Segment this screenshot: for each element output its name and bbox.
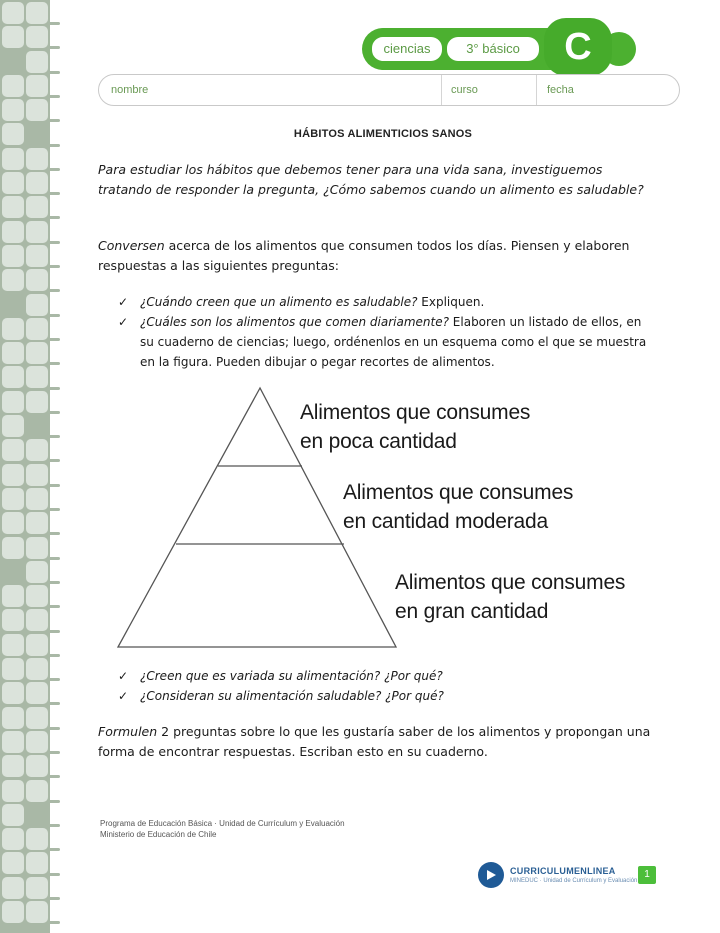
decorative-cell [2,755,24,777]
decorative-cell [26,196,48,218]
decorative-cell [26,561,48,583]
decorative-tooth [50,289,60,292]
decorative-cell [2,245,24,267]
course-field[interactable]: curso [451,84,478,96]
decorative-tooth [50,897,60,900]
decorative-tooth [50,678,60,681]
decorative-cell [2,123,24,145]
decorative-tooth [50,119,60,122]
decorative-tooth [50,95,60,98]
decorative-cell [2,731,24,753]
student-info-bar [98,74,680,106]
divider [536,75,537,105]
pyramid-label-middle [343,478,573,536]
decorative-cell [2,415,24,437]
page-title: HÁBITOS ALIMENTICIOS SANOS [293,128,473,140]
converse-paragraph [98,236,658,276]
decorative-cell [2,901,24,923]
decorative-cell [26,439,48,461]
checklist-questions-2 [118,666,658,706]
decorative-cell [26,51,48,73]
decorative-cell [2,196,24,218]
decorative-cell [26,123,48,145]
question-extra: Expliquen. [417,295,485,309]
decorative-tooth [50,435,60,438]
question-text: ¿Creen que es variada su alimentación? ¿Por qué? [140,669,443,683]
decorative-cell [2,488,24,510]
decorative-cell [2,342,24,364]
decorative-cell [26,634,48,656]
decorative-cell [26,512,48,534]
decorative-cell [2,828,24,850]
pyramid-label-line: Alimentos que consumes [300,401,531,424]
checklist-questions-1 [118,292,658,372]
decorative-tooth [50,265,60,268]
decorative-cell [2,780,24,802]
decorative-cell [2,366,24,388]
decorative-cell [2,537,24,559]
decorative-tooth [50,775,60,778]
curriculum-logo [478,862,637,888]
decorative-cell [26,172,48,194]
decorative-cell [2,561,24,583]
decorative-tooth [50,484,60,487]
pyramid-label-line: Alimentos que consumes [343,481,574,504]
decorative-tooth [50,314,60,317]
footer-line: Ministerio de Educación de Chile [100,830,217,839]
decorative-tooth [50,192,60,195]
decorative-cell [26,682,48,704]
logo-text [510,866,637,885]
divider [441,75,442,105]
decorative-cell [2,634,24,656]
logo-subtitle: MINEDUC · Unidad de Currículum y Evaluación [510,877,638,884]
decorative-cell [2,658,24,680]
subject-label: ciencias [372,37,442,61]
decorative-tooth [50,168,60,171]
decorative-cell [2,269,24,291]
decorative-tooth [50,751,60,754]
decorative-cell [2,26,24,48]
logo-name: CURRICULUMENLINEA [510,865,616,876]
checkmark-icon: ✓ [118,295,129,309]
decorative-cell [26,755,48,777]
list-item [118,312,658,372]
decorative-cell [26,75,48,97]
decorative-cell [2,707,24,729]
decorative-tooth [50,800,60,803]
decorative-cell [26,2,48,24]
pyramid-label-line: en gran cantidad [395,600,549,623]
formulen-lead: Formulen [98,724,158,739]
decorative-grid [2,2,50,923]
grade-label: 3° básico [447,37,539,61]
decorative-tooth [50,387,60,390]
decorative-cell [26,148,48,170]
decorative-cell [26,585,48,607]
question-text: ¿Cuándo creen que un alimento es saludable? [140,295,418,309]
decorative-cell [2,294,24,316]
decorative-cell [2,464,24,486]
pyramid-label-top [300,398,530,456]
decorative-tooth [50,71,60,74]
checkmark-icon: ✓ [118,669,129,683]
page-number-badge: 1 [638,866,656,884]
decorative-cell [26,828,48,850]
decorative-cell [26,707,48,729]
decorative-cell [2,852,24,874]
decorative-tooth [50,921,60,924]
decorative-cell [2,877,24,899]
question-extra: Elaboren un listado de ellos, en su cuaderno de ciencias; luego, ordénenlos en un esquema como el que se muestra en la figura. Pueden dibujar o pegar recortes de alimentos. [140,315,647,369]
intro-paragraph: Para estudiar los hábitos que debemos tener para una vida sana, investiguemos tratando de responder la pregunta, ¿Cómo sabemos cuando un alimento es saludable? [98,162,644,197]
pyramid-label-line: en cantidad moderada [343,510,548,533]
decorative-cell [26,318,48,340]
decorative-tooth [50,508,60,511]
decorative-cell [2,391,24,413]
decorative-cell [26,366,48,388]
decorative-tooth [50,873,60,876]
decorative-cell [26,780,48,802]
converse-text: acerca de los alimentos que consumen todos los días. Piensen y elaboren respuestas a las siguientes preguntas: [98,238,630,273]
decorative-cell [26,731,48,753]
decorative-cell [26,221,48,243]
question-text: ¿Cuáles son los alimentos que comen diariamente? [140,315,449,329]
decorative-cell [26,294,48,316]
decorative-tooth [50,727,60,730]
question-text: ¿Consideran su alimentación saludable? ¿Por qué? [140,689,444,703]
play-icon [478,862,504,888]
decorative-tooth [50,411,60,414]
pyramid-label-line: en poca cantidad [300,430,457,453]
checkmark-icon: ✓ [118,689,129,703]
decorative-cell [26,609,48,631]
pyramid-label-line: Alimentos que consumes [395,571,626,594]
decorative-cell [2,439,24,461]
decorative-cell [26,99,48,121]
decorative-tooth [50,338,60,341]
decorative-tooth [50,362,60,365]
decorative-tooth [50,630,60,633]
decorative-cell [26,391,48,413]
formulen-paragraph [98,722,658,762]
name-field[interactable]: nombre [111,84,149,96]
decorative-cell [2,221,24,243]
decorative-cell [2,585,24,607]
footer-line: Programa de Educación Básica · Unidad de Currículum y Evaluación [100,819,345,828]
decorative-tooth [50,824,60,827]
date-field[interactable]: fecha [547,84,574,96]
decorative-tooth [50,144,60,147]
decorative-cell [26,901,48,923]
decorative-cell [26,658,48,680]
decorative-cell [26,415,48,437]
list-item [118,686,658,706]
footer-credits [100,818,345,840]
decorative-tooth [50,46,60,49]
decorative-cell [26,877,48,899]
decorative-tooth [50,22,60,25]
decorative-cell [2,172,24,194]
list-item [118,666,658,686]
decorative-tooth [50,216,60,219]
decorative-cell [2,682,24,704]
decorative-cell [2,75,24,97]
pyramid-label-bottom [395,568,625,626]
checkmark-icon: ✓ [118,315,129,329]
decorative-cell [2,2,24,24]
list-item [118,292,658,312]
decorative-tooth [50,241,60,244]
decorative-cell [26,488,48,510]
decorative-cell [26,537,48,559]
decorative-tooth [50,702,60,705]
decorative-tooth [50,532,60,535]
formulen-text: 2 preguntas sobre lo que les gustaría saber de los alimentos y propongan una forma de encontrar respuestas. Escriban esto en su cuaderno. [98,724,651,759]
decorative-cell [2,512,24,534]
decorative-tooth [50,557,60,560]
decorative-cell [2,609,24,631]
decorative-tooth [50,605,60,608]
decorative-tooth [50,581,60,584]
decorative-cell [26,269,48,291]
decorative-tooth [50,848,60,851]
decorative-tooth [50,654,60,657]
decorative-cell [26,804,48,826]
decorative-cell [2,99,24,121]
decorative-cell [2,318,24,340]
decorative-cell [26,852,48,874]
decorative-cell [26,245,48,267]
subject-letter-badge: C [544,18,612,76]
decorative-cell [26,26,48,48]
decorative-cell [2,51,24,73]
decorative-tooth [50,459,60,462]
decorative-cell [26,342,48,364]
decorative-cell [2,804,24,826]
decorative-cell [2,148,24,170]
decorative-cell [26,464,48,486]
converse-lead: Conversen [98,238,165,253]
decorative-strip-edge [50,0,62,933]
decorative-side-strip [0,0,50,933]
